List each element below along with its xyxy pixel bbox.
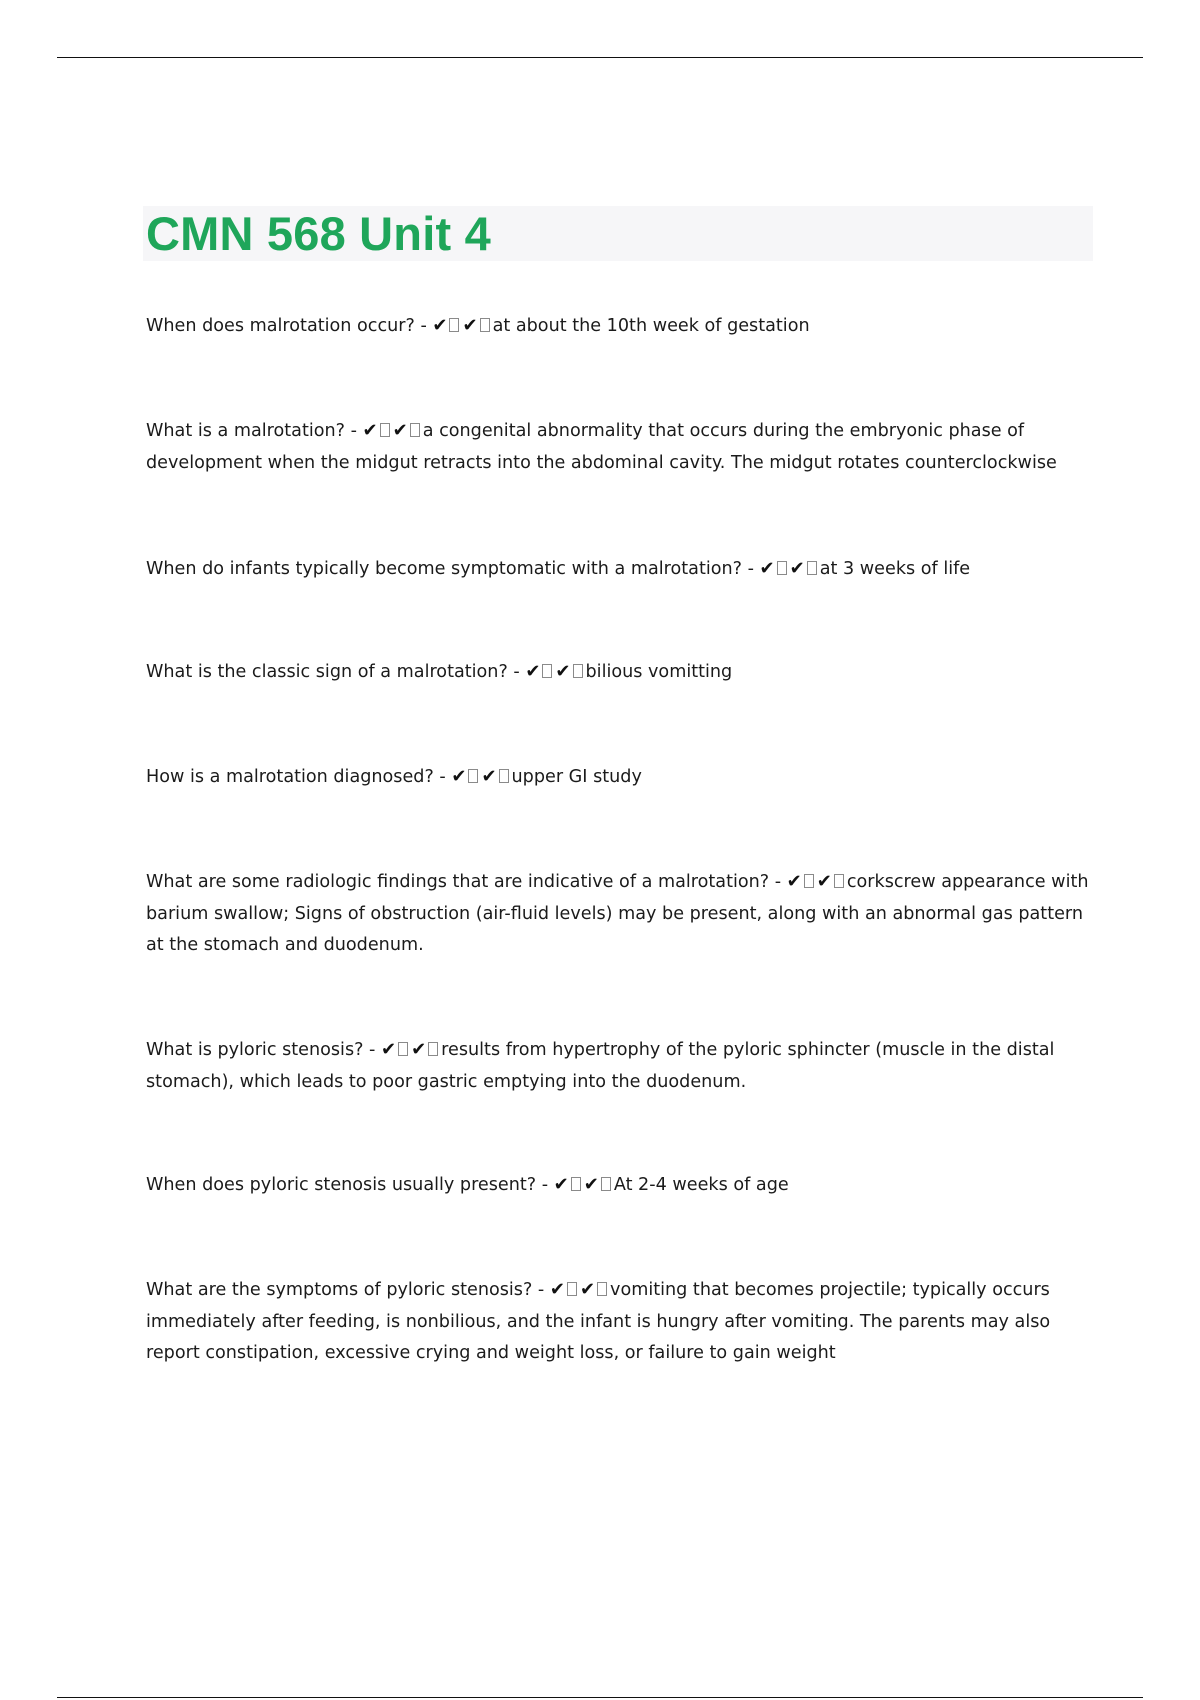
check-icon: ✔ [555,661,571,682]
question-text: What is the classic sign of a malrotation? - [146,662,526,682]
answer-text: at about the 10th week of gestation [492,316,810,336]
check-icon: ✔ [451,766,467,787]
placeholder-box-icon [468,769,478,783]
check-icon: ✔ [759,558,775,579]
qa-item [146,553,1096,586]
answer-text: corkscrew appearance with barium swallow; Signs of obstruction (air-fluid levels) may be present, along with an abnormal gas pattern at the stomach and duodenum. [146,872,1089,955]
placeholder-box-icon [571,1177,581,1191]
placeholder-box-icon [804,874,814,888]
question-text: What are some radiologic findings that are indicative of a malrotation? - [146,872,787,892]
check-icon: ✔ [789,558,805,579]
placeholder-box-icon [597,1282,607,1296]
placeholder-box-icon [398,1042,408,1056]
placeholder-box-icon [573,664,583,678]
answer-text: a congenital abnormality that occurs during the embryonic phase of development when the midgut retracts into the abdominal cavity. The midgut rotates counterclockwise [146,421,1057,473]
check-icon: ✔ [392,420,408,441]
question-text: What are the symptoms of pyloric stenosis? - [146,1280,550,1300]
question-text: When does malrotation occur? - [146,316,433,336]
answer-text: bilious vomitting [585,662,733,682]
placeholder-box-icon [542,664,552,678]
placeholder-box-icon [449,318,459,332]
placeholder-box-icon [428,1042,438,1056]
document-title: CMN 568 Unit 4 [146,207,491,260]
answer-text: at 3 weeks of life [819,559,971,579]
question-text: When do infants typically become symptomatic with a malrotation? - [146,559,760,579]
placeholder-box-icon [380,423,390,437]
qa-item [146,656,1096,689]
check-icon: ✔ [786,871,802,892]
qa-item [146,1034,1096,1098]
qa-item [146,310,1096,343]
qa-item [146,1274,1096,1370]
qa-item [146,1169,1096,1202]
question-text: What is pyloric stenosis? - [146,1040,381,1060]
answer-text: results from hypertrophy of the pyloric sphincter (muscle in the distal stomach), which leads to poor gastric emptying into the duodenum. [146,1040,1055,1092]
answer-text: At 2-4 weeks of age [613,1175,789,1195]
check-icon: ✔ [816,871,832,892]
check-icon: ✔ [411,1039,427,1060]
placeholder-box-icon [567,1282,577,1296]
question-text: How is a malrotation diagnosed? - [146,767,452,787]
placeholder-box-icon [480,318,490,332]
placeholder-box-icon [410,423,420,437]
bottom-divider [57,1697,1143,1698]
placeholder-box-icon [777,561,787,575]
check-icon: ✔ [462,315,478,336]
check-icon: ✔ [362,420,378,441]
check-icon: ✔ [380,1039,397,1060]
top-divider [57,57,1143,58]
qa-item [146,415,1096,479]
placeholder-box-icon [807,561,817,575]
placeholder-box-icon [834,874,844,888]
qa-item [146,866,1096,962]
check-icon: ✔ [432,315,448,336]
placeholder-box-icon [601,1177,611,1191]
check-icon: ✔ [583,1174,599,1195]
check-icon: ✔ [481,766,497,787]
answer-text: upper GI study [511,767,642,787]
question-text: When does pyloric stenosis usually present? - [146,1175,554,1195]
check-icon: ✔ [525,661,541,682]
qa-item [146,761,1096,794]
placeholder-box-icon [499,769,509,783]
answer-text: vomiting that becomes projectile; typically occurs immediately after feeding, is nonbilious, and the infant is hungry after vomiting. The parents may also report constipation, excessive crying and weight loss, or failure to gain weight [146,1280,1051,1363]
check-icon: ✔ [553,1174,569,1195]
check-icon: ✔ [549,1279,565,1300]
question-text: What is a malrotation? - [146,421,363,441]
check-icon: ✔ [579,1279,596,1300]
